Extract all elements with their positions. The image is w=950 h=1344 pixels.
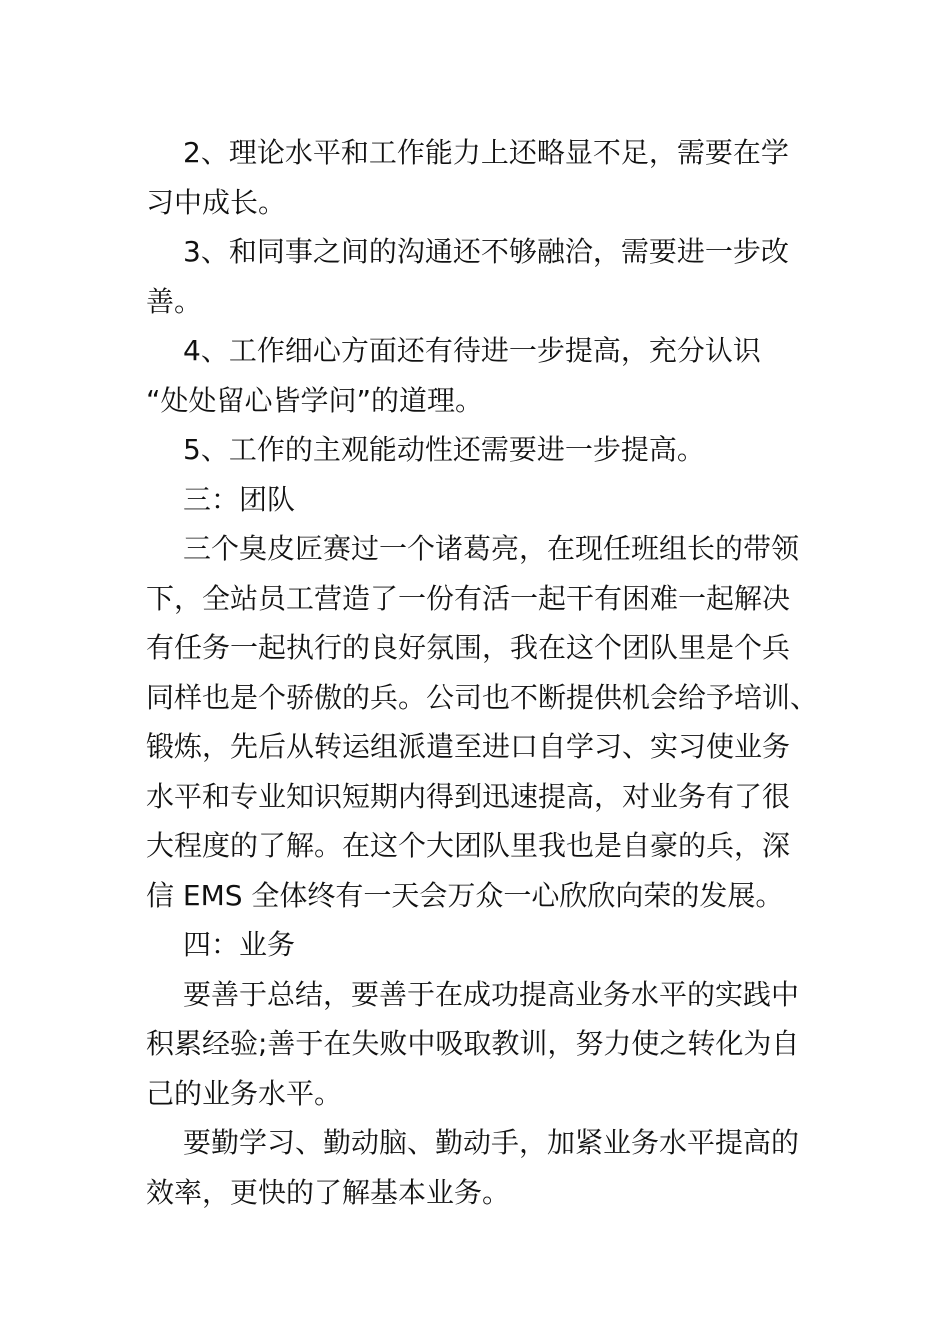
section-heading: 四：业务 (183, 928, 296, 961)
text-line: 4、工作细心方面还有待进一步提高，充分认识 (183, 334, 761, 367)
text-line: 要善于总结，要善于在成功提高业务水平的实践中 (183, 977, 800, 1011)
text-line: 大程度的了解。在这个大团队里我也是自豪的兵，深 (146, 829, 791, 862)
section-heading: 三：团队 (183, 482, 296, 516)
text-line: 己的业务水平。 (146, 1076, 343, 1110)
text-line: 三个臭皮匠赛过一个诸葛亮，在现任班组长的带领 (183, 532, 800, 565)
text-line: 水平和专业知识短期内得到迅速提高，对业务有了很 (146, 779, 791, 813)
text-line: 善。 (146, 284, 203, 318)
text-line: 2、理论水平和工作能力上还略显不足，需要在学 (183, 136, 789, 169)
text-line: 信 EMS 全体终有一天会万众一心欣欣向荣的发展。 (146, 878, 784, 912)
text-line: 效率，更快的了解基本业务。 (146, 1175, 511, 1209)
text-line: 同样也是个骄傲的兵。公司也不断提供机会给予培训、 (146, 680, 819, 714)
text-line: 要勤学习、勤动脑、勤动手，加紧业务水平提高的 (183, 1126, 800, 1159)
text-line: 3、和同事之间的沟通还不够融洽，需要进一步改 (183, 235, 789, 268)
text-line: 下，全站员工营造了一份有活一起干有困难一起解决 (146, 581, 791, 615)
text-line: “处处留心皆学问”的道理。 (146, 383, 484, 417)
text-line: 习中成长。 (146, 185, 287, 219)
text-line: 积累经验;善于在失败中吸取教训，努力使之转化为自 (146, 1027, 800, 1060)
document-body (146, 128, 819, 1217)
text-line: 5、工作的主观能动性还需要进一步提高。 (183, 433, 705, 466)
text-line: 有任务一起执行的良好氛围，我在这个团队里是个兵 (146, 631, 791, 664)
text-line: 锻炼，先后从转运组派遣至进口自学习、实习使业务 (146, 730, 791, 763)
